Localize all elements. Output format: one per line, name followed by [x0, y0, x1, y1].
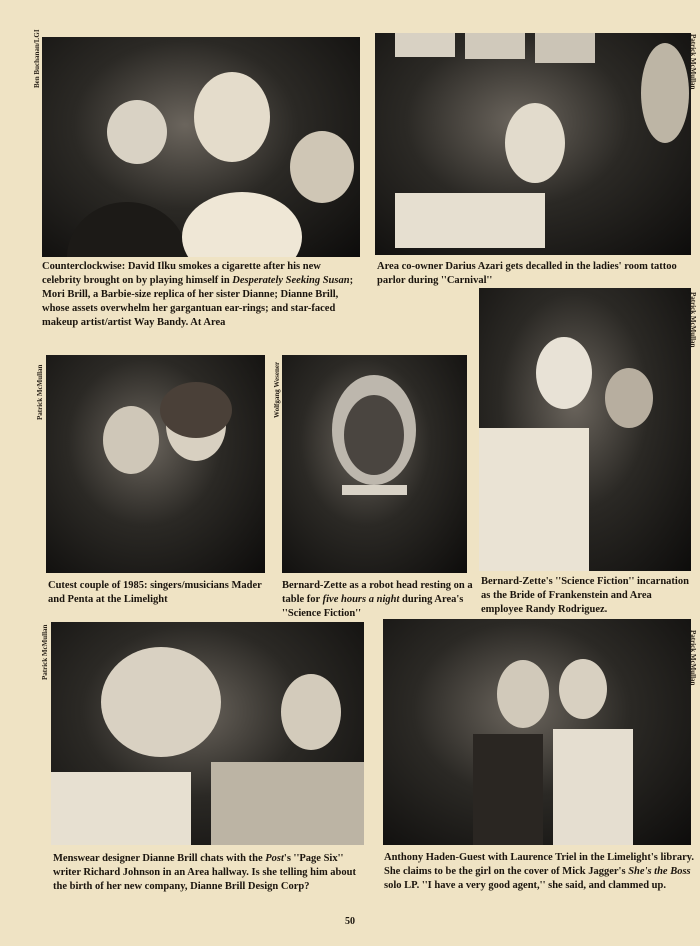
caption-brill-johnson: Menswear designer Dianne Brill chats with the Post's ''Page Six'' writer Richard Johnson in an Area hallway. Is she telling him about the birth of her new company, Dianne Brill Design Corp?	[53, 853, 356, 892]
caption-party-group: Counterclockwise: David Ilku smokes a cigarette after his new celebrity brought on by playing himself in Desperately Seeking Susan; Mori Brill, a Barbie-size replica of her sister Dianne; Dianne Brill, whose assets overwhelm her gargantuan ear-rings; and star-faced makeup artist/artist Way Bandy. At Area	[42, 261, 354, 328]
page-number: 50	[345, 916, 355, 927]
photo-brill-johnson-figures	[51, 622, 364, 845]
caption-hadenguest-triel: Anthony Haden-Guest with Laurence Triel in the Limelight's library. She claims to be the girl on the cover of Mick Jagger's She's the Boss solo LP. ''I have a very good agent,'' she said, and clammed up.	[384, 852, 695, 891]
photo-credit-7: Patrick McMullan	[689, 630, 697, 686]
photo-mader-penta-figures	[46, 355, 265, 573]
caption-tattoo-parlor: Area co-owner Darius Azari gets decalled in the ladies' room tattoo parlor during ''Carnival''	[377, 261, 677, 286]
photo-credit-1: Ben Buchanan/LGI	[33, 29, 41, 88]
photo-bride-frankenstein-figures	[479, 288, 691, 571]
photo-party-group-figures	[42, 37, 360, 257]
photo-mader-penta	[46, 355, 265, 573]
photo-party-group	[42, 37, 360, 257]
photo-credit-3: Patrick McMullan	[36, 364, 44, 420]
photo-robot-head	[282, 355, 467, 573]
photo-tattoo-parlor-figures	[375, 33, 691, 255]
photo-brill-johnson	[51, 622, 364, 845]
photo-credit-4: Wolfgang Wesener	[273, 361, 281, 418]
photo-hadenguest-triel	[383, 619, 691, 845]
caption-bride-frankenstein: Bernard-Zette's ''Science Fiction'' incarnation as the Bride of Frankenstein and Area employee Randy Rodriguez.	[481, 576, 689, 615]
photo-robot-head-figures	[282, 355, 467, 573]
photo-credit-6: Patrick McMullan	[41, 624, 49, 680]
photo-hadenguest-triel-figures	[383, 619, 691, 845]
photo-credit-5: Patrick McMullan	[689, 292, 697, 348]
photo-tattoo-parlor	[375, 33, 691, 255]
caption-mader-penta: Cutest couple of 1985: singers/musicians Mader and Penta at the Limelight	[48, 580, 262, 605]
photo-credit-2: Patrick McMullan	[689, 34, 697, 90]
photo-bride-frankenstein	[479, 288, 691, 571]
caption-robot-head: Bernard-Zette as a robot head resting on a table for five hours a night during Area's ''Science Fiction''	[282, 580, 473, 619]
